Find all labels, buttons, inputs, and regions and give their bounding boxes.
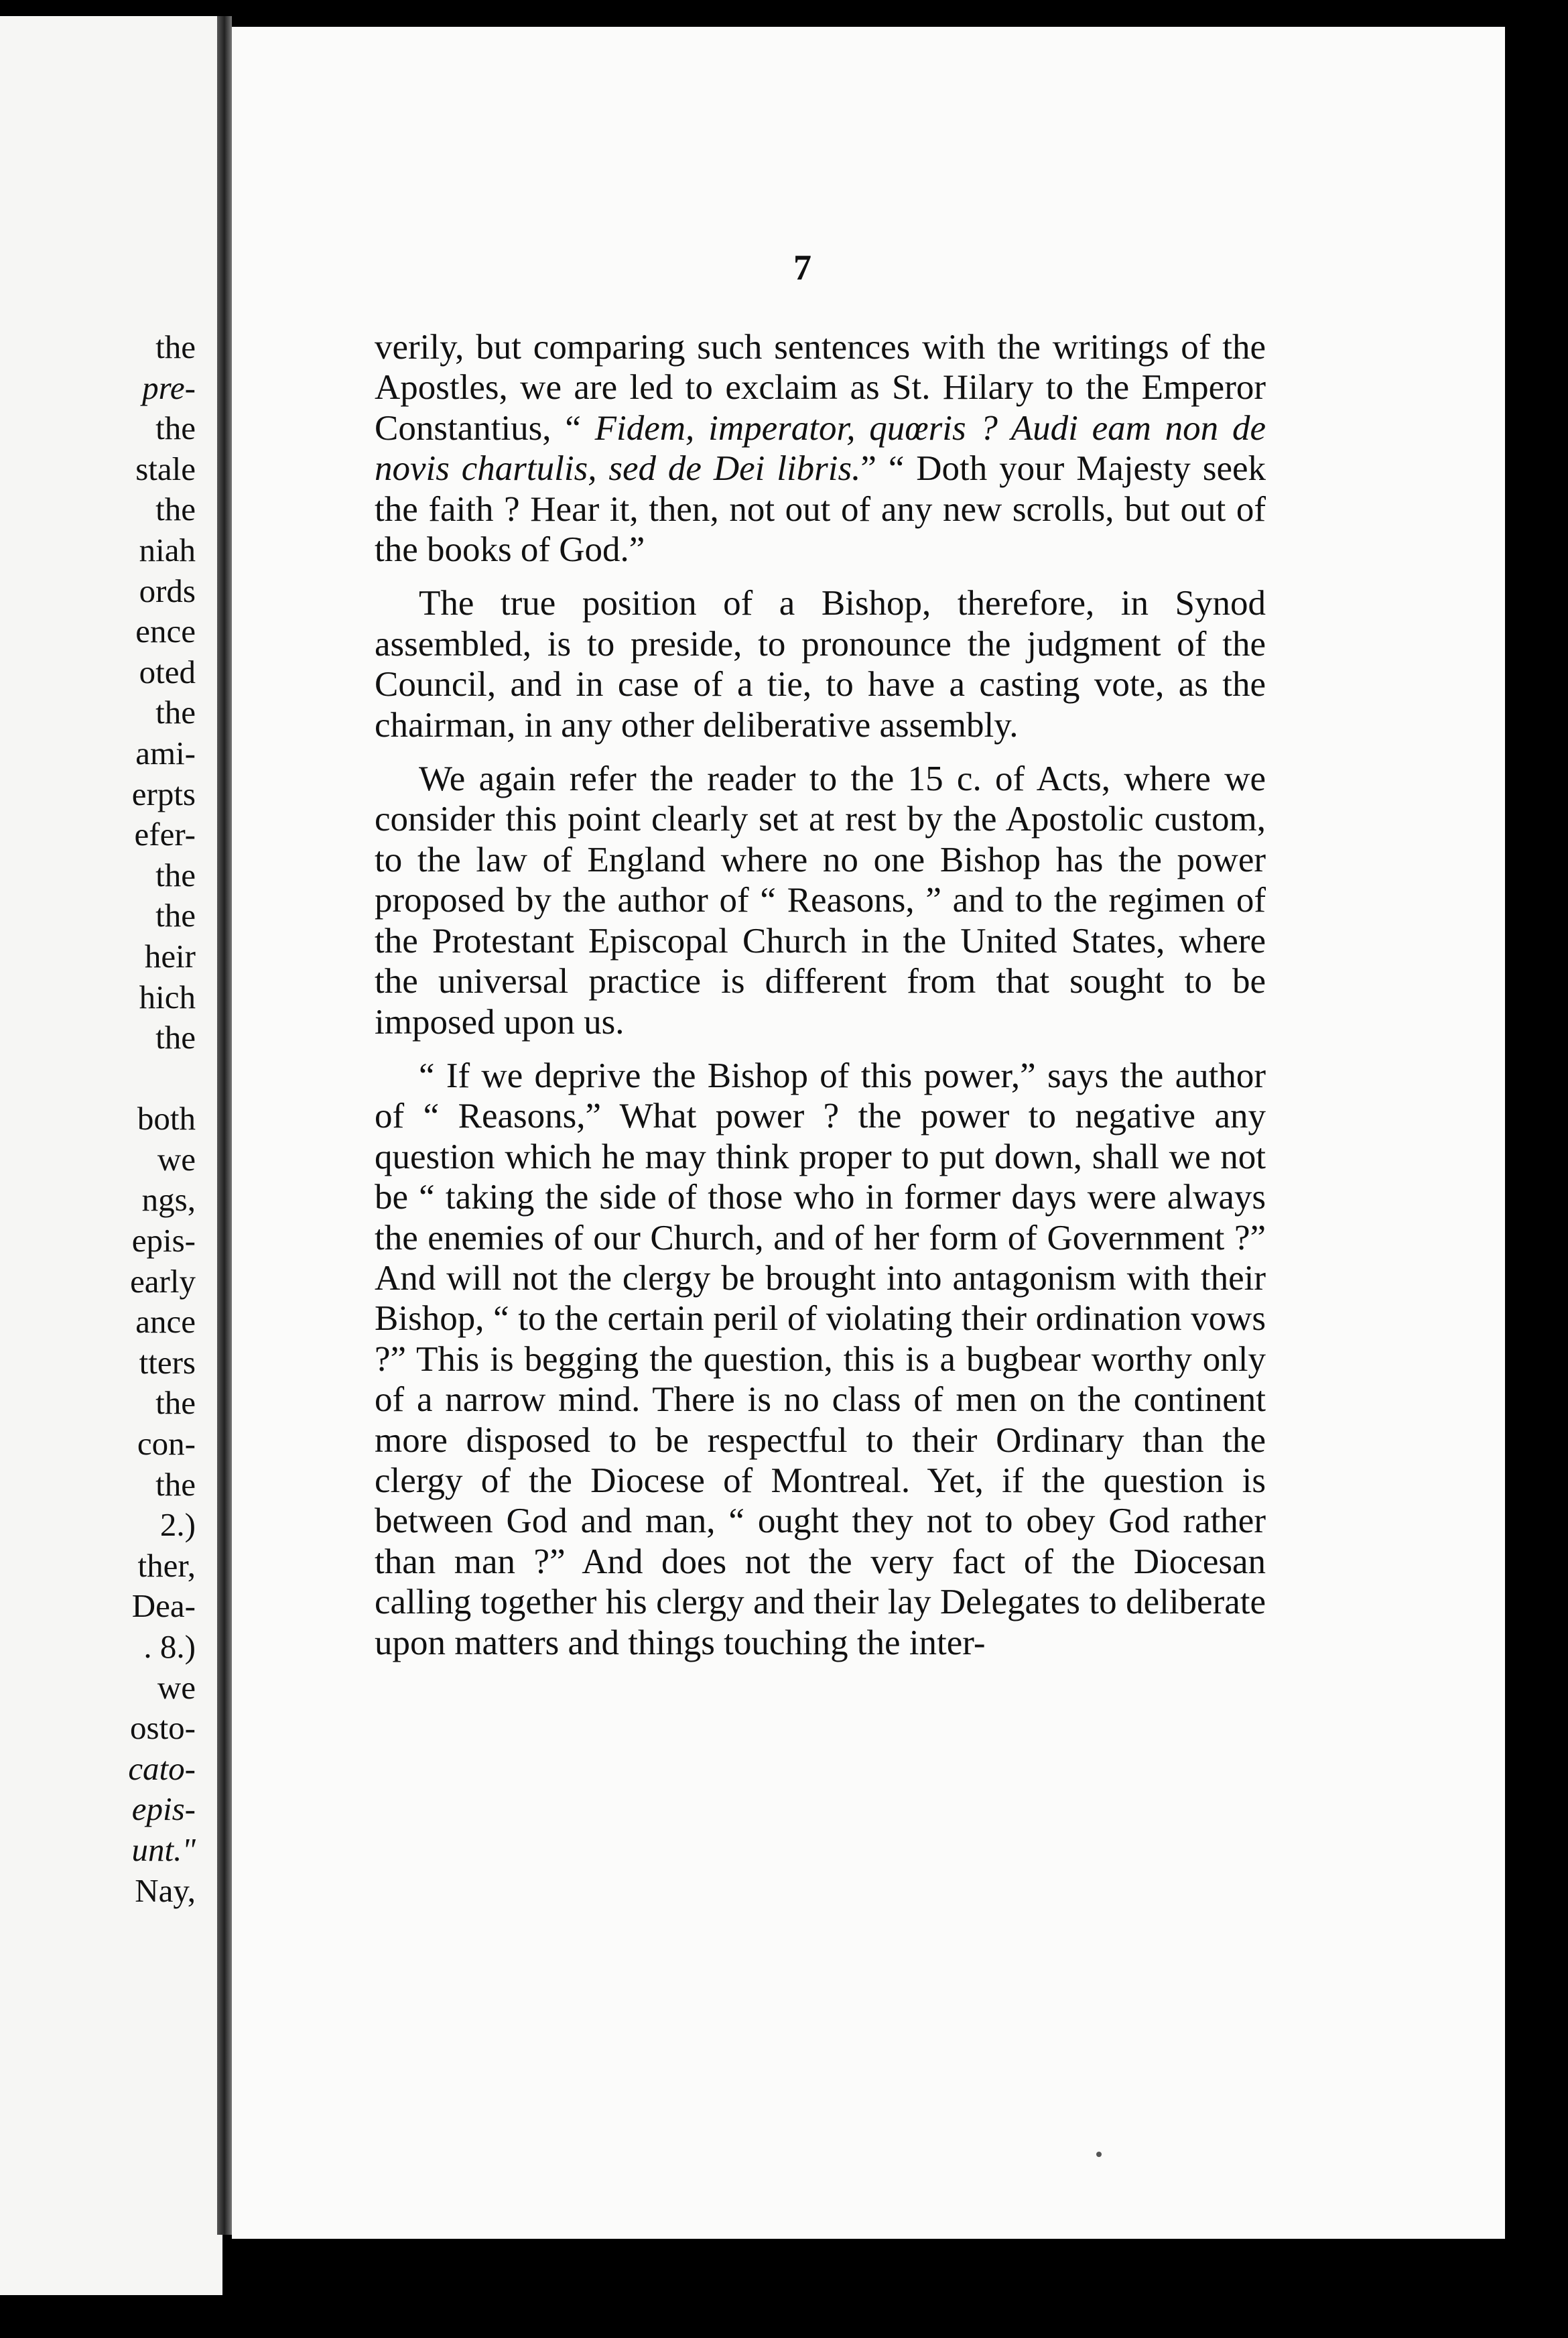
text-segment: “ If we deprive the Bishop of this power,” says the author of “ Reasons,” What power ? the power to negative any question which he may think proper to put down, shall we not be “ taking the side of those who in former days were always the enemies of our Church, and of her form of Government ?” And will not the clergy be brought into antagonism with their Bishop, “ to the certain peril of violating their ordination vows ?” This is begging the question, this is a bugbear worthy only of a narrow mind. There is no class of men on the continent more disposed to be respectful to their Ordinary than the clergy of the Diocese of Montreal. Yet, if the question is between God and man, “ ought they not to obey God rather than man ?” And does not the very fact of the Diocesan calling together his clergy and their lay Delegates to deliberate upon matters and things touching the inter- <box>375 1056 1266 1662</box>
left-page-fragment <box>0 16 222 2295</box>
left-line-fragment: early <box>130 1262 196 1300</box>
left-line-fragment <box>0 1058 196 1099</box>
left-line-fragment: stale <box>135 450 196 487</box>
left-line-fragment: oted <box>139 653 196 690</box>
left-line-fragment: niah <box>139 531 196 568</box>
left-line-fragment: both <box>137 1100 196 1137</box>
left-line-fragment: ami- <box>135 734 196 772</box>
left-line-fragment: the <box>155 491 196 528</box>
left-line-fragment: the <box>155 1465 196 1503</box>
left-line-fragment: erpts <box>131 775 196 812</box>
left-line-fragment: ords <box>139 572 196 609</box>
page-number: 7 <box>793 247 811 288</box>
book-spine <box>217 16 232 2235</box>
left-line-fragment: efer- <box>134 816 196 853</box>
left-line-fragment: hich <box>139 978 196 1016</box>
paragraph <box>375 1056 1266 1663</box>
left-line-fragment: ance <box>135 1303 196 1341</box>
left-line-fragment: Dea- <box>131 1587 196 1625</box>
paragraph <box>375 583 1266 745</box>
left-line-fragment: epis- <box>131 1222 196 1259</box>
text-segment: We again refer the reader to the 15 c. of Acts, where we consider this point clearly set at rest by the Apostolic custom, to the law of England where no one Bishop has the power proposed by the author of “ Reasons, ” and to the regimen of the Protestant Episcopal Church in the United States, where the universal practice is different from that sought to be imposed upon us. <box>375 759 1266 1042</box>
left-line-fragment: tters <box>139 1343 196 1381</box>
latin-quotation: Fidem, imperator, quœris ? Audi eam non de novis chartulis, sed de Dei libris. <box>375 408 1266 489</box>
left-line-fragment: . 8.) <box>143 1628 196 1665</box>
left-line-fragment: the <box>155 856 196 894</box>
left-line-fragment: Nay, <box>135 1871 196 1909</box>
left-line-fragment: pre- <box>142 369 196 406</box>
left-line-fragment: con- <box>137 1425 196 1463</box>
paragraph <box>375 759 1266 1042</box>
left-line-fragment: ther, <box>137 1546 196 1584</box>
left-line-fragment: unt." <box>131 1831 196 1868</box>
text-segment: The true position of a Bishop, therefore, in Synod assembled, is to preside, to pronounce the judgment of the Council, and in case of a tie, to have a casting vote, as the chairman, in any other deliberative assembly. <box>375 584 1266 745</box>
left-line-fragment: 2.) <box>159 1506 196 1544</box>
left-line-fragment: the <box>155 328 196 365</box>
text-segment: ” “ Doth your Majesty seek the faith ? Hear it, then, not out of any new scrolls, but out of the books of God.” <box>375 449 1266 570</box>
left-line-fragment: the <box>155 1384 196 1422</box>
left-line-fragment: the <box>155 1019 196 1056</box>
left-line-fragment: cato- <box>128 1749 196 1787</box>
body-text <box>375 327 1266 1676</box>
paragraph <box>375 327 1266 570</box>
left-line-fragment: osto- <box>130 1709 196 1747</box>
left-line-fragment: the <box>155 694 196 731</box>
left-line-fragment: the <box>155 897 196 934</box>
left-page-text-fragments <box>0 327 196 1911</box>
left-line-fragment: epis- <box>131 1790 196 1828</box>
left-line-fragment: ence <box>135 613 196 650</box>
right-page <box>232 27 1505 2239</box>
left-line-fragment: ngs, <box>141 1181 196 1219</box>
left-line-fragment: we <box>157 1140 196 1178</box>
ink-speck <box>1096 2152 1102 2157</box>
left-line-fragment: the <box>155 410 196 447</box>
left-line-fragment: heir <box>144 937 196 975</box>
left-line-fragment: we <box>157 1668 196 1706</box>
text-segment: verily, but comparing such sentences with the writings of the Apostles, we are led to exclaim as St. Hilary to the Emperor Constantius, “ <box>375 328 1266 448</box>
